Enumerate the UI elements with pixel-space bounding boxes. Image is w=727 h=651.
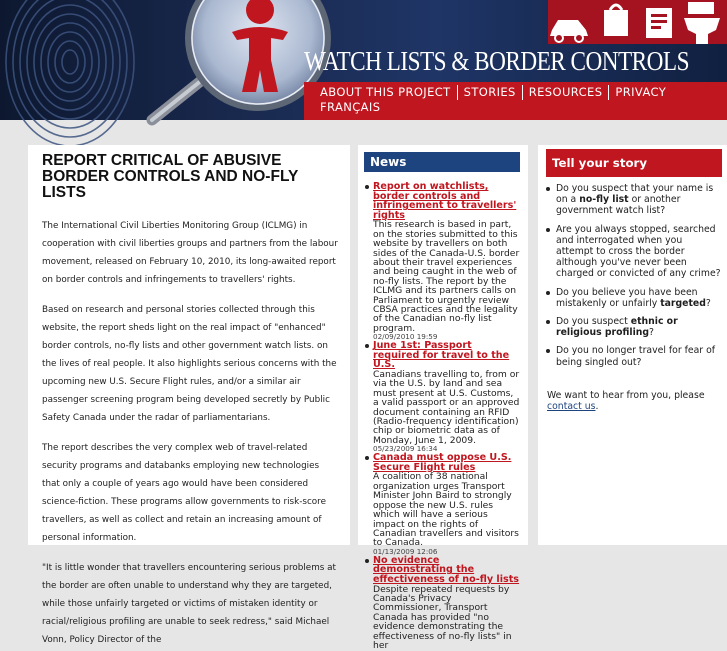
toilet-icon xyxy=(684,2,720,44)
nav-item-stories[interactable]: STORIES xyxy=(457,85,522,100)
question-text: Do you believe you have been mistakenly or unfairly xyxy=(556,286,698,309)
contact-end: . xyxy=(595,401,599,413)
contact-us-link[interactable]: contact us xyxy=(547,401,596,413)
story-question xyxy=(544,316,722,338)
fingerprint-icon xyxy=(0,0,150,120)
nav-item-francais[interactable]: FRANÇAIS xyxy=(320,100,381,114)
story-question xyxy=(544,183,722,217)
contact-text: We want to hear from you, please xyxy=(547,390,705,401)
nav-item-privacy[interactable]: PRIVACY xyxy=(608,85,672,100)
main-nav xyxy=(304,82,727,120)
news-item-body: Despite repeated requests by Canada's Privacy Commissioner, Transport Canada has provided "no evidence demonstrating the effectiveness of no-fly lists" in her xyxy=(373,583,512,651)
question-text: ? xyxy=(705,297,711,309)
travel-icons-strip xyxy=(548,0,727,44)
question-text: Do you suspect that your name is on a xyxy=(556,183,714,206)
passport-icon xyxy=(646,8,672,38)
nav-item-resources[interactable]: RESOURCES xyxy=(522,85,609,100)
article-title: REPORT CRITICAL OF ABUSIVE BORDER CONTROLS AND NO-FLY LISTS xyxy=(42,152,299,201)
story-question xyxy=(544,224,722,280)
news-item-body: Canadians travelling to, from or via the U.S. by land and sea must present at U.S. Customs, a valid passport or an approved document containing an RFID (Radio-frequency identification) chip or biometric data as of Monday, June 1, 2009. xyxy=(373,369,520,446)
question-emphasis: targeted xyxy=(660,297,706,309)
question-emphasis: ethnic or religious profiling xyxy=(556,316,678,339)
article-paragraph: The International Civil Liberties Monitoring Group (ICLMG) in cooperation with civil liberties groups and partners from the labour movement, released on February 10, 2010, its long-awaited report on border controls and infringements to travellers' rights. xyxy=(42,221,338,285)
news-item-date: 05/23/2009 16:34 xyxy=(373,444,438,454)
story-question xyxy=(544,287,722,309)
article-paragraph: "It is little wonder that travellers encountering serious problems at the border are often unable to understand why they are targeted, while those unfairly targeted or victims of mistaken identity or racial/religious profiling are unable to seek redress," said Michael Vonn, Policy Director of the xyxy=(42,563,336,645)
news-item-body: A coalition of 38 national organization urges Transport Minister John Baird to strongly oppose the new U.S. rules which will have a serious impact on the rights of Canadian travellers and visitors to Canada. xyxy=(373,471,519,549)
article-paragraph: Based on research and personal stories collected through this website, the report sheds light on the real impact of "enhanced" border controls, no-fly lists and other government watch lists. on the lives of real people. It also highlights serious concerns with the upcoming new U.S. Secure Flight rules, and/or a similar air passenger screening program being developed secretly by Public Safety Canada under the radar of parliamentarians. xyxy=(42,305,337,423)
contact-line xyxy=(547,390,717,412)
question-text: Are you always stopped, searched and interrogated when you attempt to cross the border although you've never been charged or convicted of any crime? xyxy=(556,223,721,280)
news-heading: News xyxy=(364,152,520,172)
news-item-date: 02/09/2010 19:59 xyxy=(373,332,438,342)
tell-your-story-sidebar xyxy=(538,145,727,545)
news-item-link[interactable]: No evidence demonstrating the effectiveness of no-fly lists xyxy=(373,554,520,585)
question-emphasis: no-fly list xyxy=(579,194,629,206)
news-item xyxy=(364,556,520,651)
news-item-date: 01/13/2009 12:06 xyxy=(373,546,438,556)
question-text: or another government watch list? xyxy=(556,194,681,217)
news-column xyxy=(358,145,528,651)
story-questions-list xyxy=(544,183,722,375)
news-list xyxy=(364,182,520,650)
question-text: Do you suspect xyxy=(556,316,631,328)
news-item xyxy=(364,453,520,555)
nav-item-about[interactable]: ABOUT THIS PROJECT xyxy=(320,85,451,99)
news-item xyxy=(364,341,520,453)
question-text: ? xyxy=(649,327,654,339)
site-header xyxy=(0,0,727,120)
article-paragraph: The report describes the very complex web of travel-related security programs and databanks employing new technologies that only a couple of years ago would have been considered science-fiction. These programs allow governments to risk-score travellers, as well as collect and retain an increasing amount of personal information. xyxy=(42,443,327,543)
shopping-bag-icon xyxy=(604,5,628,36)
news-item-link[interactable]: June 1st: Passport required for travel to the U.S. xyxy=(373,340,510,371)
news-item-body: This research is based in part, on the stories submitted to this website by travellers on both sides of the Canada-U.S. border about their travel experiences and being caught in the web of no-fly lists. The report by the ICLMG and its partners calls on Parliament to urgently review CBSA practices and the legality of the Canadian no-fly list program. xyxy=(373,219,520,334)
sidebar-heading: Tell your story xyxy=(546,149,722,177)
story-question xyxy=(544,345,722,367)
news-item-link[interactable]: Canada must oppose U.S. Secure Flight rules xyxy=(373,452,512,473)
main-article xyxy=(28,145,350,645)
car-icon xyxy=(550,20,588,42)
site-title: WATCH LISTS & BORDER CONTROLS xyxy=(304,46,689,76)
news-item xyxy=(364,182,520,341)
news-item-link[interactable]: Report on watchlists, border controls and infringement to travellers' rights xyxy=(373,181,517,221)
nav-list xyxy=(304,82,727,115)
question-text: Do you no longer travel for fear of being singled out? xyxy=(556,345,716,368)
